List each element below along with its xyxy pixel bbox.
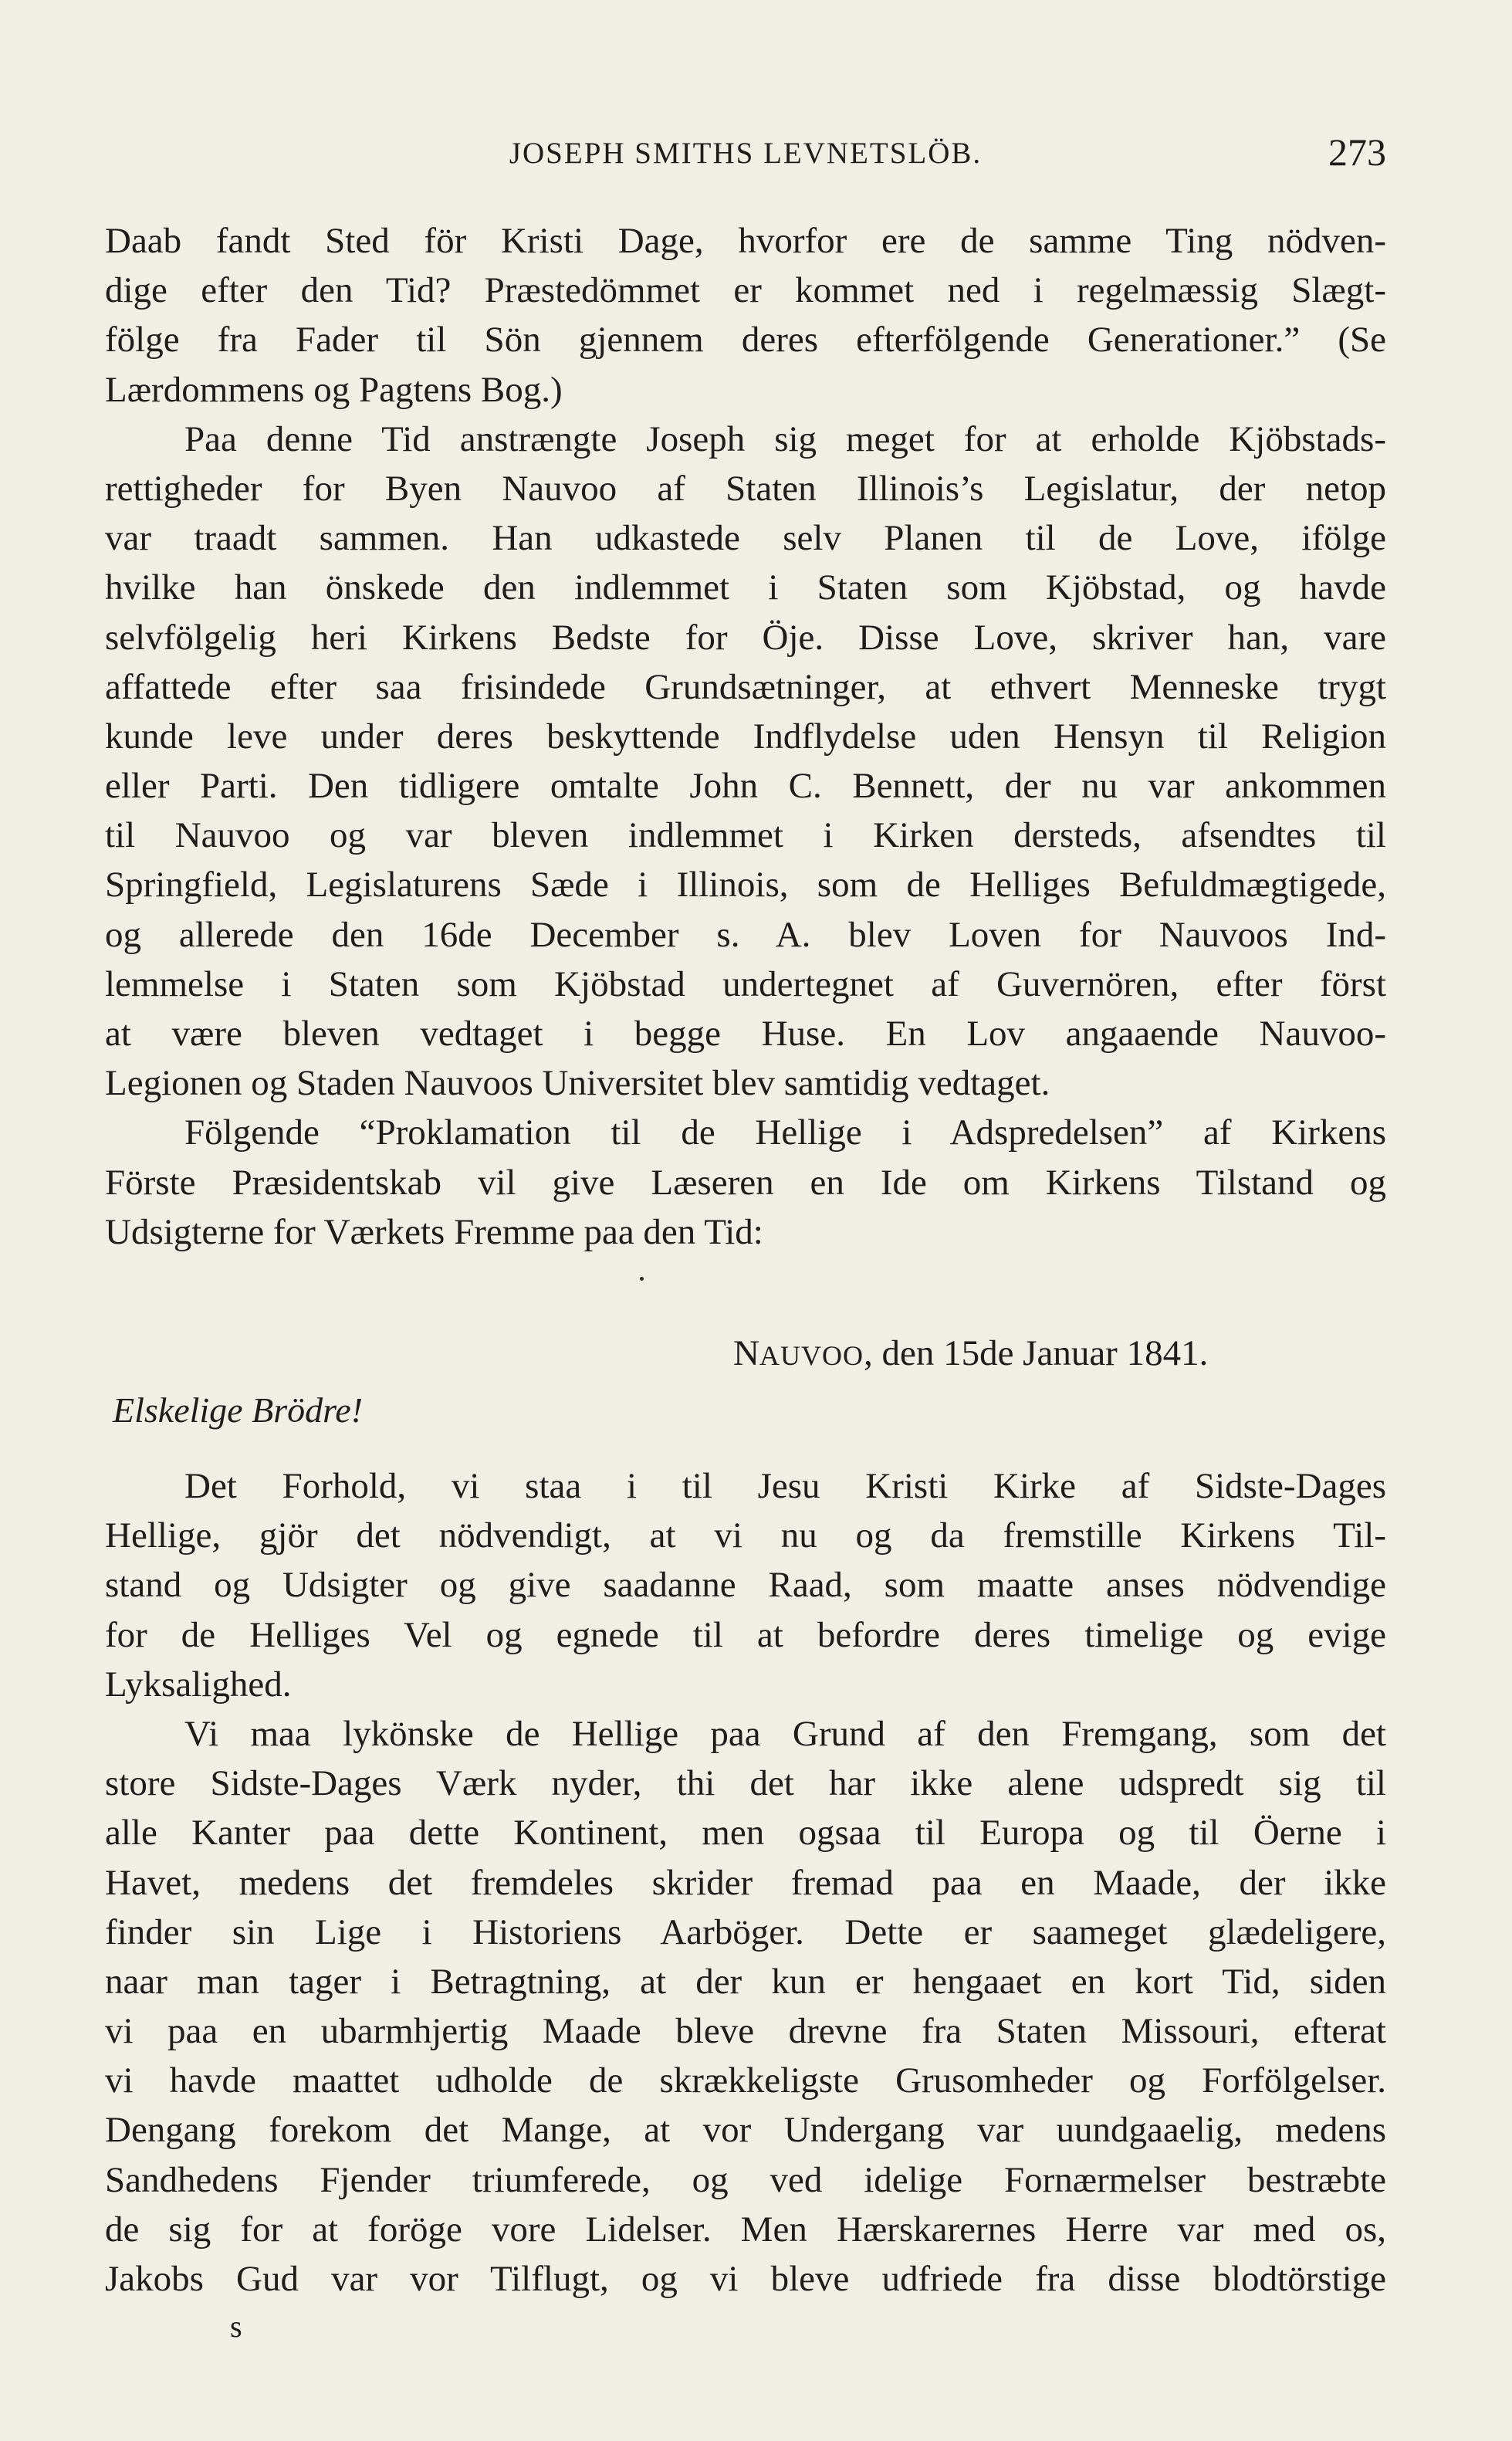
dateline-date: , den 15de Januar 1841. <box>863 1333 1209 1373</box>
text-line: Hellige, gjör det nödvendigt, at vi nu og da fremstille Kirkens Til- <box>105 1515 1386 1556</box>
letter-text <box>105 1461 1386 2304</box>
text-line: og allerede den 16de December s. A. blev Loven for Nauvoos Ind- <box>105 914 1386 955</box>
text-line: eller Parti. Den tidligere omtalte John C. Bennett, der nu var ankommen <box>105 766 1386 807</box>
page-header <box>105 130 1386 184</box>
text-line: Förste Præsidentskab vil give Læseren en Ide om Kirkens Tilstand og <box>105 1162 1386 1203</box>
text-line: Havet, medens det fremdeles skrider fremad paa en Maade, der ikke <box>105 1862 1386 1903</box>
text-line: til Nauvoo og var bleven indlemmet i Kirken dersteds, afsendtes til <box>105 815 1386 856</box>
text-line: Springfield, Legislaturens Sæde i Illinois, som de Helliges Befuldmægtigede, <box>105 865 1386 906</box>
page-number: 273 <box>1328 130 1386 174</box>
text-line: Paa denne Tid anstrængte Joseph sig meget for at erholde Kjöbstads- <box>184 418 1386 459</box>
text-line: finder sin Lige i Historiens Aarböger. Dette er saameget glædeligere, <box>105 1911 1386 1952</box>
letter-salutation: Elskelige Brödre! <box>113 1390 364 1430</box>
text-line: selvfölgelig heri Kirkens Bedste for Öje. Disse Love, skriver han, vare <box>105 617 1386 658</box>
text-line: rettigheder for Byen Nauvoo af Staten Illinois’s Legislatur, der netop <box>105 468 1386 509</box>
text-line: vi paa en ubarmhjertig Maade bleve drevne fra Staten Missouri, efterat <box>105 2011 1386 2052</box>
ink-speck <box>640 1277 644 1281</box>
text-line: Det Forhold, vi staa i til Jesu Kristi Kirke af Sidste-Dages <box>184 1466 1386 1506</box>
text-line: vi havde maattet udholde de skrækkeligste Grusomheder og Forfölgelser. <box>105 2060 1386 2101</box>
text-line: for de Helliges Vel og egnede til at befordre deres timelige og evige <box>105 1614 1386 1655</box>
text-line: Jakobs Gud var vor Tilflugt, og vi bleve udfriede fra disse blodtörstige <box>105 2259 1386 2299</box>
dateline-place-initial: N <box>733 1333 759 1373</box>
signature-mark: s <box>230 2309 242 2344</box>
text-line: Udsigterne for Værkets Fremme paa den Tid: <box>105 1211 763 1252</box>
dateline-place-rest: AUVOO <box>759 1340 864 1371</box>
text-line: alle Kanter paa dette Kontinent, men ogsaa til Europa og til Öerne i <box>105 1813 1386 1854</box>
text-line: fölge fra Fader til Sön gjennem deres efterfölgende Generationer.” (Se <box>105 320 1386 361</box>
text-line: stand og Udsigter og give saadanne Raad, som maatte anses nödvendige <box>105 1565 1386 1606</box>
text-line: naar man tager i Betragtning, at der kun er hengaaet en kort Tid, siden <box>105 1961 1386 2002</box>
body-text <box>105 216 1386 1257</box>
text-line: Legionen og Staden Nauvoos Universitet blev samtidig vedtaget. <box>105 1063 1050 1104</box>
running-title: JOSEPH SMITHS LEVNETSLÖB. <box>509 137 983 170</box>
text-line: at være bleven vedtaget i begge Huse. En Lov angaaende Nauvoo- <box>105 1014 1386 1054</box>
text-line: Lærdommens og Pagtens Bog.) <box>105 369 563 410</box>
text-line: Dengang forekom det Mange, at vor Undergang var uundgaaelig, medens <box>105 2110 1386 2151</box>
text-line: Fölgende “Proklamation til de Hellige i Adspredelsen” af Kirkens <box>184 1112 1386 1153</box>
text-line: affattede efter saa frisindede Grundsætninger, at ethvert Menneske trygt <box>105 666 1386 707</box>
text-line: hvilke han önskede den indlemmet i Staten som Kjöbstad, og havde <box>105 567 1386 608</box>
text-line: Lyksalighed. <box>105 1664 292 1705</box>
text-line: Sandhedens Fjender triumferede, og ved idelige Fornærmelser bestræbte <box>105 2159 1386 2200</box>
text-line: kunde leve under deres beskyttende Indflydelse uden Hensyn til Religion <box>105 716 1386 757</box>
text-line: store Sidste-Dages Værk nyder, thi det har ikke alene udspredt sig til <box>105 1763 1386 1804</box>
text-line: Daab fandt Sted för Kristi Dage, hvorfor ere de samme Ting nödven- <box>105 221 1386 261</box>
text-line: lemmelse i Staten som Kjöbstad undertegnet af Guvernören, efter först <box>105 963 1386 1004</box>
text-line: de sig for at foröge vore Lidelser. Men Hærskarernes Herre var med os, <box>105 2209 1386 2250</box>
text-line: dige efter den Tid? Præstedömmet er kommet ned i regelmæssig Slægt- <box>105 270 1386 311</box>
text-line: Vi maa lykönske de Hellige paa Grund af den Fremgang, som det <box>184 1713 1386 1754</box>
letter-dateline <box>733 1332 1208 1374</box>
text-line: var traadt sammen. Han udkastede selv Planen til de Love, ifölge <box>105 518 1386 559</box>
